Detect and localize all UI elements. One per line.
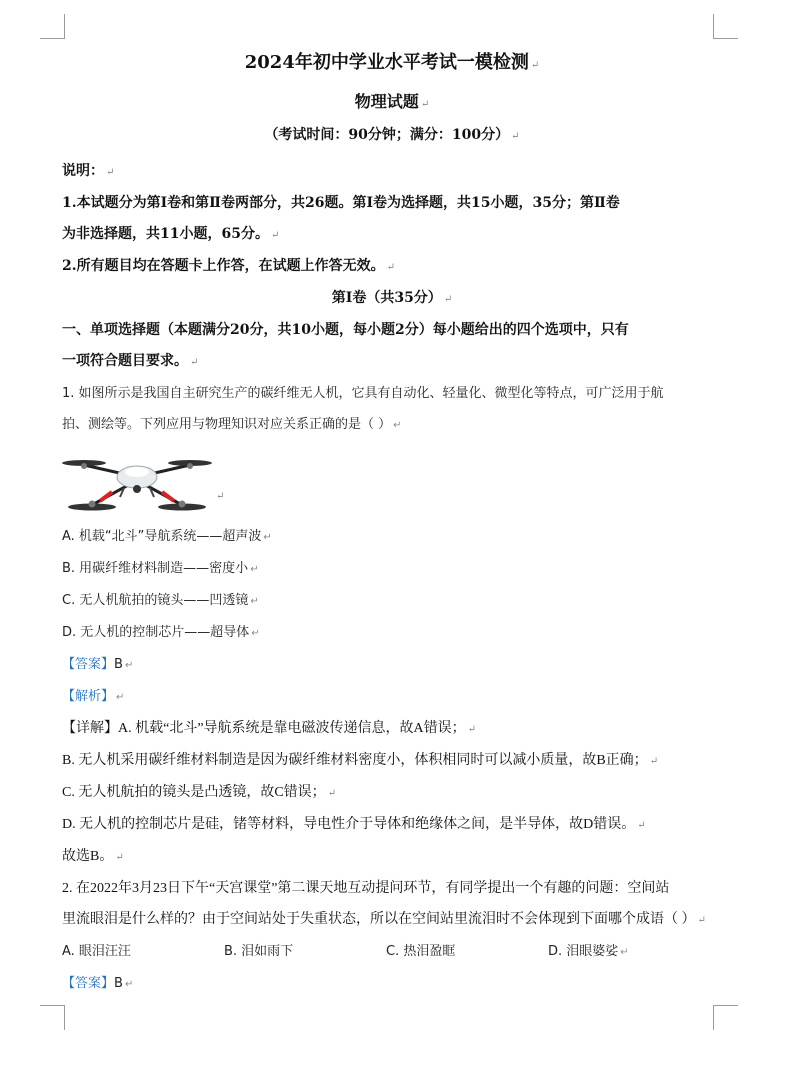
document-page bbox=[62, 44, 722, 1000]
exam-info: （考试时间：90分钟；满分：100分） ↵ bbox=[264, 127, 520, 143]
part-heading-line-1: 一、单项选择题（本题满分20分，共10小题，每小题2分）每小题给出的四个选项中，只有 bbox=[62, 322, 629, 338]
q2-options bbox=[62, 936, 722, 968]
q1-option-c: C. 无人机航拍的镜头——凹透镜 ↵ bbox=[62, 593, 259, 608]
q2-option-c: C. 热泪盈眶 bbox=[386, 944, 456, 959]
q2-stem-line-2: 里流眼泪是什么样的？由于空间站处于失重状态，所以在空间站里流泪时不会体现到下面哪个成语（ ） ↵ bbox=[62, 912, 706, 927]
q1-detail-d: D. 无人机的控制芯片是硅，锗等材料，导电性介于导体和绝缘体之间，是半导体，故D错误。 ↵ bbox=[62, 817, 646, 832]
q1-option-d: D. 无人机的控制芯片——超导体 ↵ bbox=[62, 625, 260, 640]
q1-analysis: 【解析】 ↵ bbox=[62, 689, 125, 704]
drone-image bbox=[62, 443, 212, 519]
q1-figure: ↵ bbox=[62, 443, 722, 521]
document-subtitle: 物理试题 ↵ bbox=[354, 92, 430, 111]
answer-tag: 【答案】 bbox=[62, 976, 115, 991]
q1-stem-line-2: 拍、测绘等。下列应用与物理知识对应关系正确的是（ ） ↵ bbox=[62, 417, 402, 432]
q1-answer: 【答案】B ↵ bbox=[62, 657, 134, 672]
answer-tag: 【答案】 bbox=[62, 657, 115, 672]
q2-stem-line-1: 2. 在2022年3月23日下午“天宫课堂”第二课天地互动提问环节，有同学提出一个有趣的问题：空间站 bbox=[62, 881, 670, 896]
q1-detail-a: 【详解】A. 机载“北斗”导航系统是靠电磁波传递信息，故A错误； ↵ bbox=[62, 721, 477, 736]
q1-option-b: B. 用碳纤维材料制造——密度小 ↵ bbox=[62, 561, 259, 576]
notes-line-2: 2.所有题目均在答题卡上作答，在试题上作答无效。 ↵ bbox=[62, 258, 396, 274]
notes-line-1b: 为非选择题，共11小题，65分。 ↵ bbox=[62, 226, 280, 242]
q1-conclusion: 故选B。 ↵ bbox=[62, 849, 124, 864]
q2-option-d: D. 泪眼婆娑 ↵ bbox=[548, 944, 629, 959]
part-heading-line-2: 一项符合题目要求。 ↵ bbox=[62, 353, 199, 369]
q2-option-b: B. 泪如雨下 bbox=[224, 944, 294, 959]
corner-mark-bottom-right bbox=[713, 1005, 738, 1030]
q1-detail-c: C. 无人机航拍的镜头是凸透镜，故C错误； ↵ bbox=[62, 785, 337, 800]
corner-mark-top-left bbox=[40, 14, 65, 39]
q1-stem-line-1: 1. 如图所示是我国自主研究生产的碳纤维无人机，它具有自动化、轻量化、微型化等特点，可广泛用于航 bbox=[62, 386, 664, 401]
document-title: 2024年初中学业水平考试一模检测 ↵ bbox=[244, 52, 540, 73]
notes-label: 说明： ↵ bbox=[62, 163, 115, 179]
corner-mark-top-right bbox=[713, 14, 738, 39]
q2-option-a: A. 眼泪汪汪 bbox=[62, 944, 131, 959]
detail-tag: 【详解】 bbox=[62, 721, 118, 736]
section-title: 第Ⅰ卷（共35分） ↵ bbox=[331, 290, 453, 306]
notes-line-1: 1.本试题分为第Ⅰ卷和第Ⅱ卷两部分，共26题。第Ⅰ卷为选择题，共15小题，35分；第Ⅱ卷 bbox=[62, 195, 620, 211]
q1-detail-b: B. 无人机采用碳纤维材料制造是因为碳纤维材料密度小，体积相同时可以减小质量，故B正确； ↵ bbox=[62, 753, 659, 768]
q1-option-a: A. 机载“北斗”导航系统——超声波 ↵ bbox=[62, 529, 272, 544]
analysis-tag: 【解析】 bbox=[62, 689, 115, 704]
q2-answer: 【答案】B ↵ bbox=[62, 976, 134, 991]
corner-mark-bottom-left bbox=[40, 1005, 65, 1030]
